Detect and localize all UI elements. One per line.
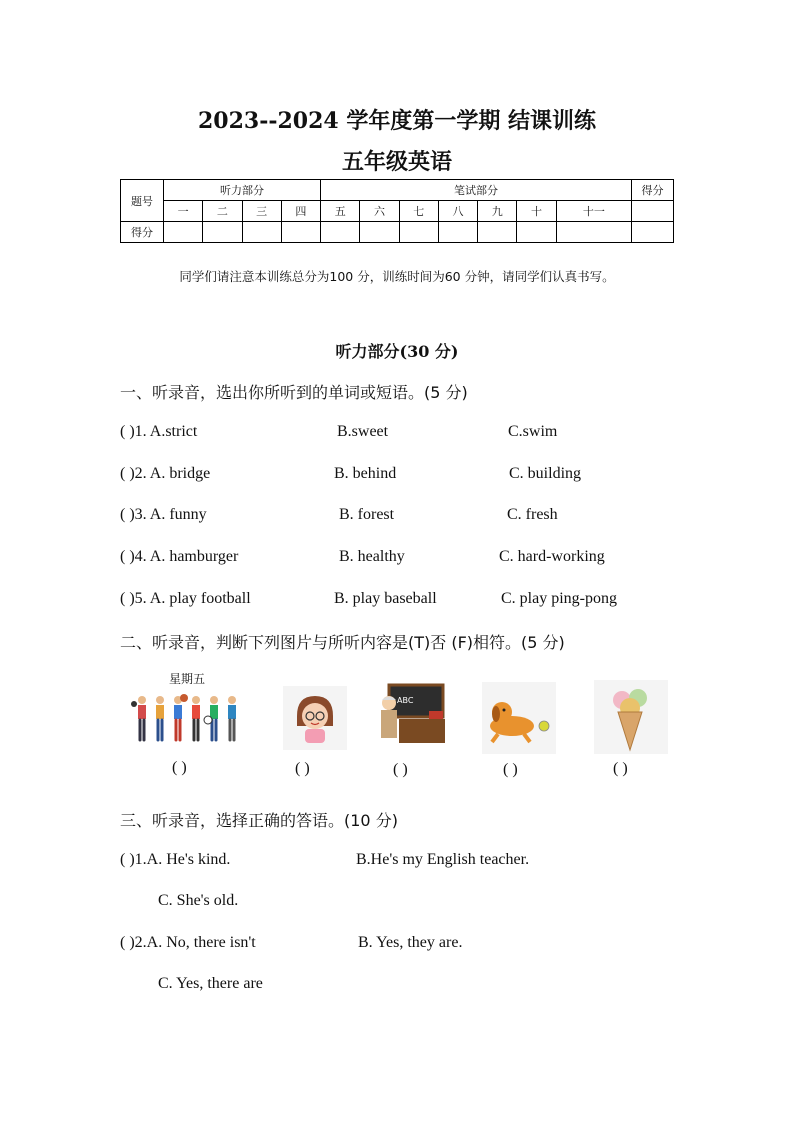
- kids-playing-sports-icon: [130, 690, 242, 746]
- col-4: 四: [281, 201, 320, 222]
- score-cell[interactable]: [517, 222, 556, 243]
- pic4-answer-bracket[interactable]: ( ): [503, 761, 518, 778]
- pic1-answer-bracket[interactable]: ( ): [172, 759, 187, 776]
- section3-heading: 三、听录音，选择正确的答语。(10 分): [120, 811, 398, 830]
- col-7: 七: [399, 201, 438, 222]
- score-cell[interactable]: [556, 222, 631, 243]
- score-empty: [632, 201, 674, 222]
- col-11: 十一: [556, 201, 631, 222]
- ice-cream-icon: [594, 680, 668, 754]
- section2-heading: 二、听录音，判断下列图片与所听内容是(T)否 (F)相符。(5 分): [120, 633, 565, 652]
- pic2-answer-bracket[interactable]: ( ): [295, 760, 310, 777]
- col-9: 九: [478, 201, 517, 222]
- score-cell[interactable]: [632, 222, 674, 243]
- score-cell[interactable]: [242, 222, 281, 243]
- col-1: 一: [164, 201, 203, 222]
- score-cell[interactable]: [281, 222, 320, 243]
- exam-subtitle: 五年级英语: [341, 149, 452, 175]
- score-cell[interactable]: [360, 222, 399, 243]
- s1-q2-c: C. building: [509, 465, 582, 482]
- written-part-label: 笔试部分: [321, 180, 632, 201]
- s1-q5-b: B. play baseball: [334, 590, 437, 607]
- friday-caption: 星期五: [169, 672, 206, 686]
- col-3: 三: [242, 201, 281, 222]
- score-cell[interactable]: [203, 222, 242, 243]
- girl-icon: [283, 686, 347, 750]
- s1-q3: ( )3. A. funny: [120, 506, 207, 523]
- s1-q4-b: B. healthy: [339, 548, 405, 565]
- col-8: 八: [438, 201, 477, 222]
- s1-q2-b: B. behind: [334, 465, 397, 482]
- s3-q1: ( )1.A. He's kind.: [120, 851, 231, 868]
- col-2: 二: [203, 201, 242, 222]
- s1-q2: ( )2. A. bridge: [120, 465, 211, 482]
- s1-q1-c: C.swim: [508, 423, 558, 440]
- s3-q2: ( )2.A. No, there isn't: [120, 934, 256, 951]
- score-cell[interactable]: [399, 222, 438, 243]
- col-5: 五: [321, 201, 360, 222]
- s3-q2-b: B. Yes, they are.: [358, 934, 463, 951]
- exam-title: 2023--2024 学年度第一学期 结课训练: [197, 108, 597, 134]
- s1-q4-c: C. hard-working: [499, 548, 605, 565]
- s1-q3-b: B. forest: [339, 506, 395, 523]
- col-10: 十: [517, 201, 556, 222]
- s1-q1-b: B.sweet: [337, 423, 389, 440]
- s1-q1: ( )1. A.strict: [120, 423, 198, 440]
- s1-q4: ( )4. A. hamburger: [120, 548, 239, 565]
- col-6: 六: [360, 201, 399, 222]
- s1-q3-c: C. fresh: [507, 506, 558, 523]
- listening-section-title: 听力部分(30 分): [335, 342, 459, 361]
- score-cell[interactable]: [438, 222, 477, 243]
- score-label: 得分: [632, 180, 674, 201]
- dog-with-ball-icon: [482, 682, 556, 754]
- instructions-note: 同学们请注意本训练总分为100 分，训练时间为60 分钟，请同学们认真书写。: [179, 269, 615, 284]
- s1-q5-c: C. play ping-pong: [501, 590, 617, 607]
- svg-text:ABC: ABC: [397, 696, 414, 705]
- listening-part-label: 听力部分: [164, 180, 321, 201]
- score-cell[interactable]: [478, 222, 517, 243]
- score-cell[interactable]: [321, 222, 360, 243]
- score-table: [120, 179, 674, 243]
- teacher-at-blackboard-icon: [375, 683, 447, 749]
- s3-q1-c: C. She's old.: [158, 892, 239, 909]
- tihao-label: 题号: [121, 180, 164, 222]
- defen-row-label: 得分: [121, 222, 164, 243]
- pic3-answer-bracket[interactable]: ( ): [393, 761, 408, 778]
- s1-q5: ( )5. A. play football: [120, 590, 251, 607]
- section1-heading: 一、听录音，选出你所听到的单词或短语。(5 分): [120, 383, 468, 402]
- score-cell[interactable]: [164, 222, 203, 243]
- s3-q2-c: C. Yes, there are: [158, 975, 263, 992]
- pic5-answer-bracket[interactable]: ( ): [613, 760, 628, 777]
- s3-q1-b: B.He's my English teacher.: [356, 851, 530, 868]
